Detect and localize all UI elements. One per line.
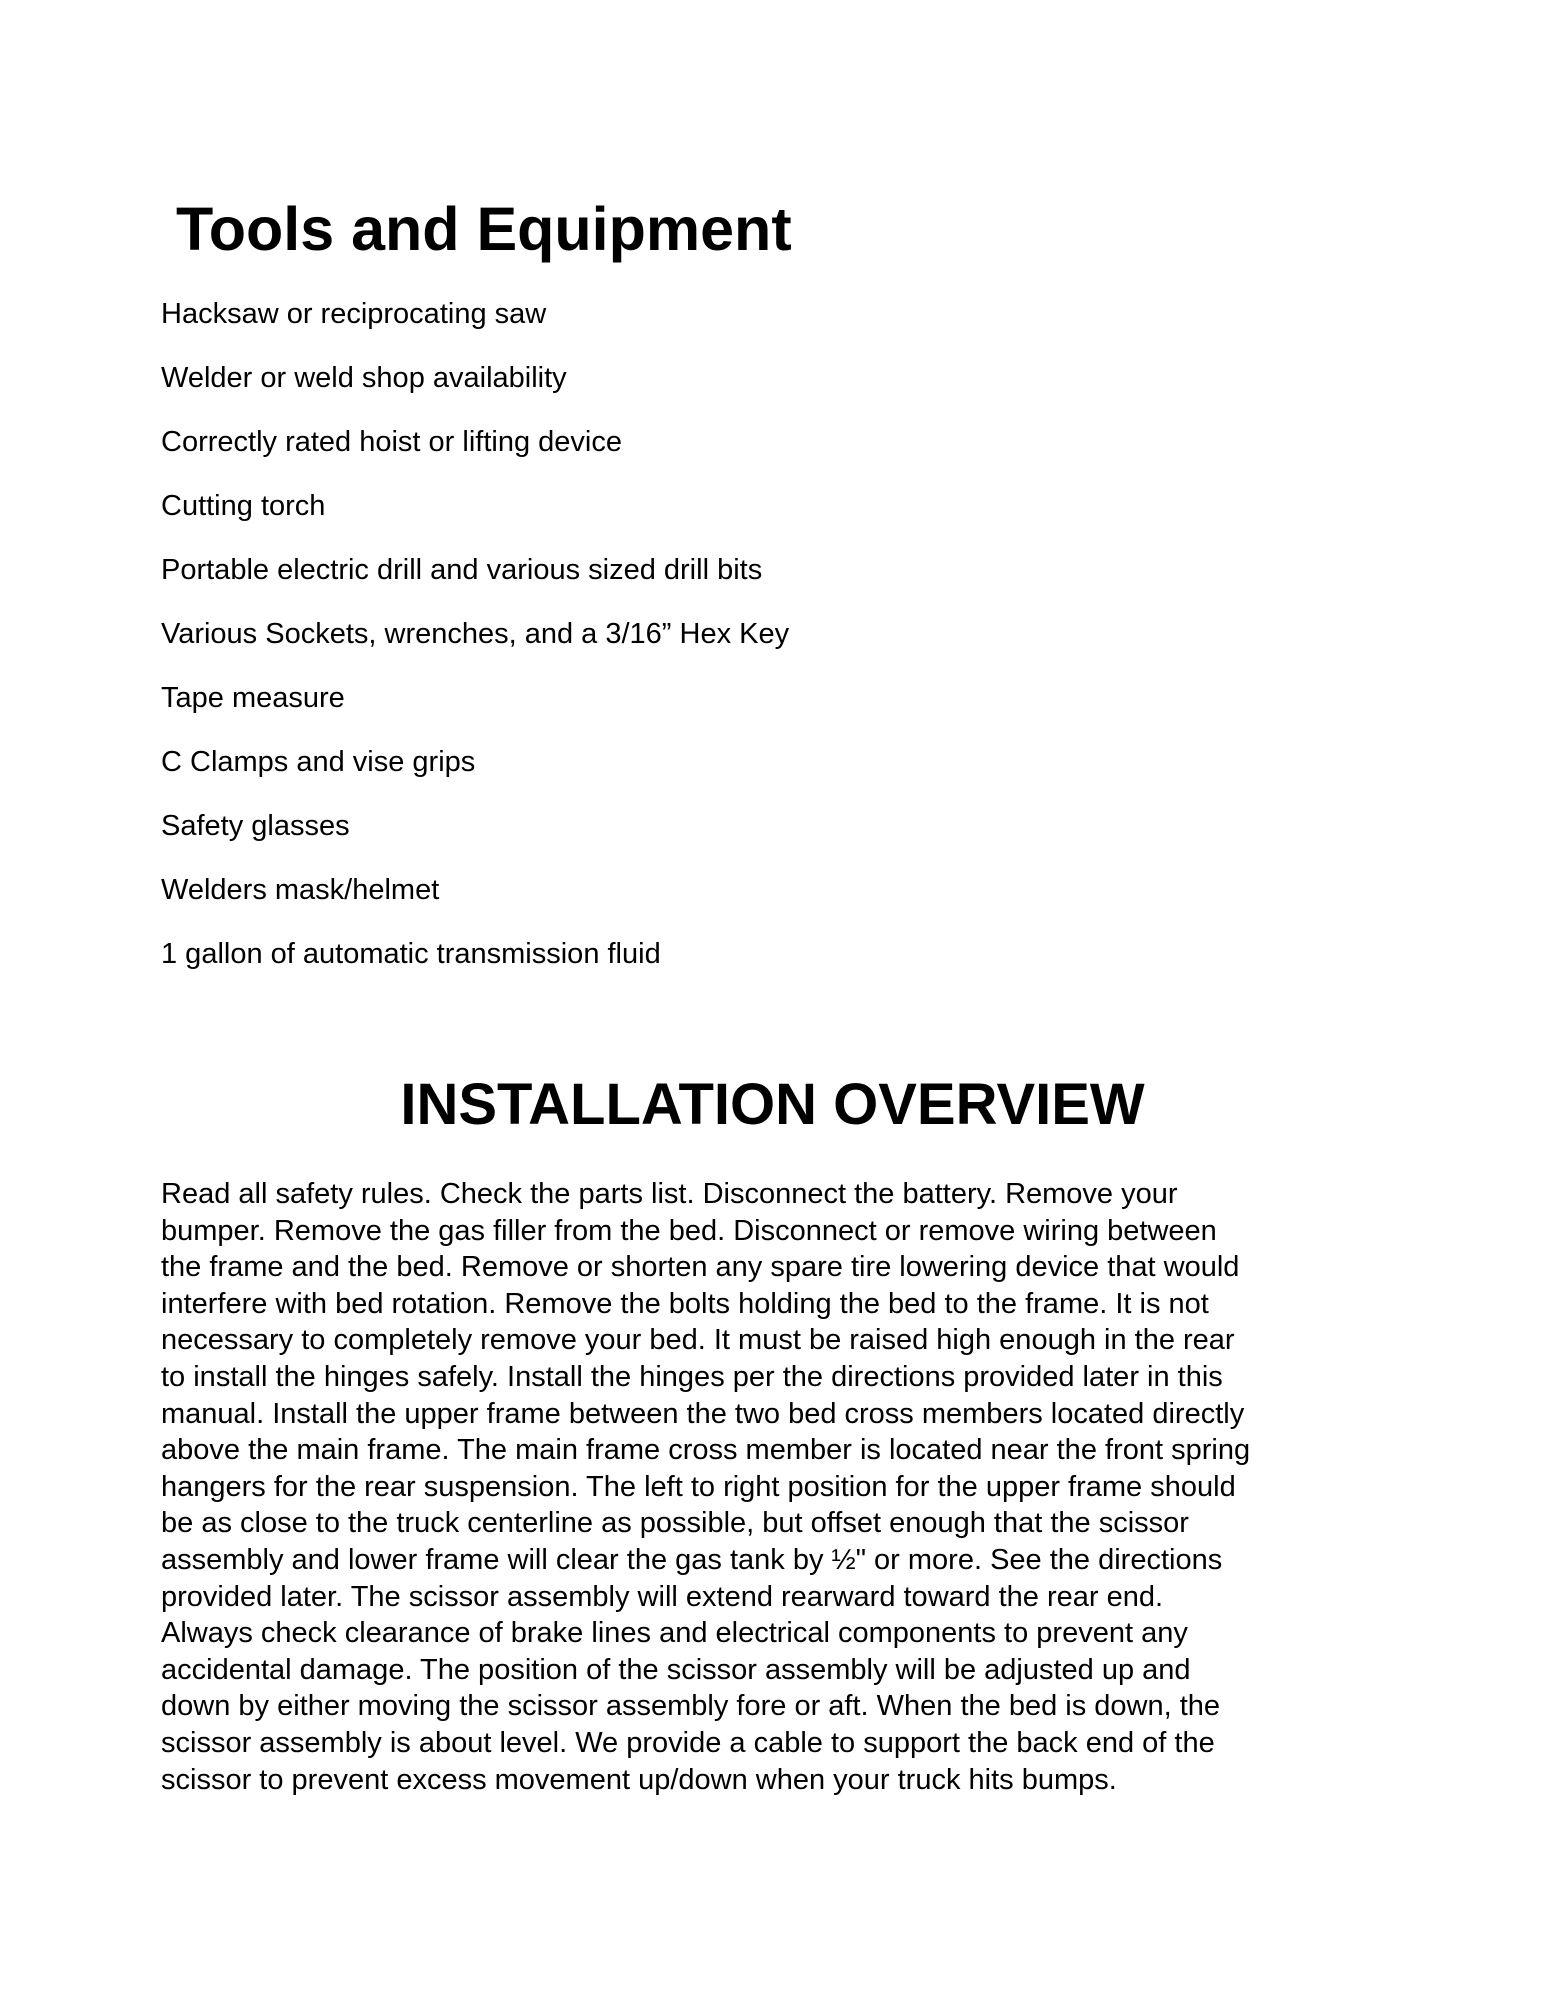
tool-list-item: 1 gallon of automatic transmission fluid xyxy=(161,938,661,970)
overview-paragraph-line: above the main frame. The main frame cross member is located near the front spring xyxy=(161,1434,1251,1467)
tool-list-item: Portable electric drill and various sized drill bits xyxy=(161,554,763,586)
tools-list xyxy=(161,282,789,986)
tool-list-item: Welder or weld shop availability xyxy=(161,362,567,394)
overview-paragraph-line: bumper. Remove the gas filler from the bed. Disconnect or remove wiring between xyxy=(161,1214,1217,1247)
overview-paragraph-line: interfere with bed rotation. Remove the bolts holding the bed to the frame. It is not xyxy=(161,1287,1209,1320)
overview-paragraph-line: the frame and the bed. Remove or shorten any spare tire lowering device that would xyxy=(161,1251,1240,1284)
overview-paragraph-line: be as close to the truck centerline as possible, but offset enough that the scissor xyxy=(161,1507,1189,1540)
installation-overview-paragraph xyxy=(161,1176,1491,1798)
tool-list-item: Welders mask/helmet xyxy=(161,874,440,906)
overview-paragraph-line: provided later. The scissor assembly will extend rearward toward the rear end. xyxy=(161,1580,1164,1613)
installation-overview-title: INSTALLATION OVERVIEW xyxy=(400,1072,1145,1137)
tool-list-item: Safety glasses xyxy=(161,810,350,842)
tool-list-item: Hacksaw or reciprocating saw xyxy=(161,298,547,330)
tool-list-item: Cutting torch xyxy=(161,490,326,522)
overview-paragraph-line: hangers for the rear suspension. The left to right position for the upper frame should xyxy=(161,1470,1236,1503)
tool-list-item: C Clamps and vise grips xyxy=(161,746,476,778)
overview-paragraph-line: scissor assembly is about level. We provide a cable to support the back end of the xyxy=(161,1726,1215,1759)
overview-paragraph-line: scissor to prevent excess movement up/down when your truck hits bumps. xyxy=(161,1763,1117,1796)
tools-section-title: Tools and Equipment xyxy=(176,195,792,263)
overview-paragraph-line: assembly and lower frame will clear the gas tank by ½" or more. See the directions xyxy=(161,1543,1223,1576)
tool-list-item: Tape measure xyxy=(161,682,345,714)
overview-paragraph-line: Read all safety rules. Check the parts list. Disconnect the battery. Remove your xyxy=(161,1178,1178,1210)
tool-list-item: Correctly rated hoist or lifting device xyxy=(161,426,622,458)
tool-list-item: Various Sockets, wrenches, and a 3/16” Hex Key xyxy=(161,618,790,650)
overview-paragraph-line: down by either moving the scissor assembly fore or aft. When the bed is down, the xyxy=(161,1690,1221,1723)
overview-paragraph-line: accidental damage. The position of the scissor assembly will be adjusted up and xyxy=(161,1653,1191,1686)
overview-paragraph-line: to install the hinges safely. Install the hinges per the directions provided later in this xyxy=(161,1360,1223,1393)
overview-paragraph-line: necessary to completely remove your bed. It must be raised high enough in the rear xyxy=(161,1324,1235,1357)
overview-paragraph-line: Always check clearance of brake lines and electrical components to prevent any xyxy=(161,1617,1188,1650)
overview-paragraph-line: manual. Install the upper frame between the two bed cross members located directly xyxy=(161,1397,1245,1430)
